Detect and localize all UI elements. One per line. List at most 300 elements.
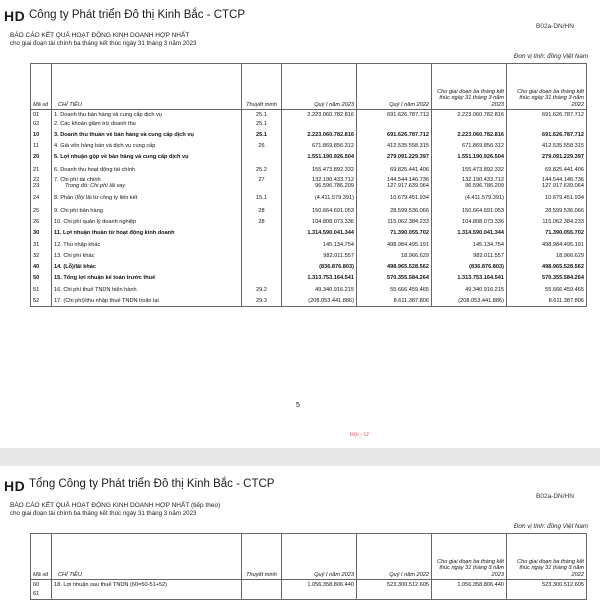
row-ytd-2022-value: 28.599.536.066	[545, 207, 584, 214]
row-ytd-2022	[507, 285, 587, 296]
row-label-value: 16. Chi phí thuế TNDN hiện hành	[54, 286, 137, 293]
row-note-value: 29.2	[256, 286, 267, 293]
row-q1-2023-value: (836.876.803)	[319, 263, 354, 270]
table-header-row	[31, 64, 587, 110]
row-code-value: 31	[33, 241, 40, 248]
row-label	[52, 251, 242, 262]
row-code-value: 60	[33, 581, 40, 588]
stamp-mark: Bội - Ơ	[350, 432, 370, 438]
row-ytd-2023	[432, 193, 507, 205]
row-note	[242, 193, 282, 205]
row-code	[31, 296, 52, 307]
report-title: BÁO CÁO KẾT QUẢ HOẠT ĐỘNG KINH DOANH HỢP NHẤT	[10, 32, 190, 39]
row-note	[242, 580, 282, 590]
row-code-value: 24	[33, 195, 40, 202]
row-code	[31, 273, 52, 285]
row-q1-2022	[357, 193, 432, 205]
row-label-value: 9. Chi phí bán hàng	[54, 207, 103, 214]
row-q1-2023	[282, 142, 357, 152]
row-q1-2023	[282, 164, 357, 177]
row-ytd-2022	[507, 120, 587, 130]
row-ytd-2023	[432, 262, 507, 273]
row-code-sub-value: 23	[33, 182, 40, 189]
row-ytd-2023	[432, 152, 507, 164]
report-page-2	[0, 466, 600, 600]
row-label-value: 17. (Chi phí)/thu nhập thuế TNDN hoãn lại	[54, 297, 159, 304]
row-q1-2023-value: 104.808.073.336	[312, 219, 354, 226]
table-row	[31, 273, 587, 285]
row-code-value: 22	[33, 176, 40, 183]
row-label	[52, 228, 242, 240]
row-q1-2022	[357, 580, 432, 590]
row-code	[31, 228, 52, 240]
row-ytd-2022	[507, 228, 587, 240]
page-separator	[0, 448, 600, 466]
table-row	[31, 110, 587, 120]
row-note	[242, 218, 282, 228]
row-q1-2022	[357, 152, 432, 164]
row-code-value: 25	[33, 207, 40, 214]
row-note-value: 15.1	[256, 195, 267, 202]
row-ytd-2022-value: 18.966.629	[556, 252, 584, 259]
row-q1-2022-value: 8.611.387.806	[393, 297, 429, 304]
row-note	[242, 130, 282, 142]
row-q1-2022	[357, 164, 432, 177]
row-ytd-2022-value: 691.626.787.712	[542, 111, 584, 118]
row-ytd-2022	[507, 177, 587, 193]
row-q1-2023-value: 1.313.753.164.541	[307, 275, 354, 282]
row-label	[52, 142, 242, 152]
row-ytd-2023-value: 1.551.190.926.504	[457, 154, 504, 161]
row-q1-2023-value: 1.056.358.806.440	[307, 581, 354, 588]
row-note-value: 27	[258, 176, 265, 183]
row-ytd-2023-value: (4.411.579.391)	[464, 195, 504, 202]
row-note	[242, 177, 282, 193]
table-row	[31, 240, 587, 251]
row-code-value: 61	[33, 591, 40, 598]
table-row	[31, 228, 587, 240]
row-q1-2023-value: 155.473.892.332	[312, 166, 354, 173]
row-ytd-2022	[507, 205, 587, 218]
row-label	[52, 110, 242, 120]
row-note	[242, 273, 282, 285]
row-code	[31, 240, 52, 251]
row-q1-2023-value: 1.551.190.926.504	[307, 154, 354, 161]
table-body	[31, 110, 587, 307]
row-ytd-2023	[432, 142, 507, 152]
table-row	[31, 205, 587, 218]
row-q1-2022	[357, 296, 432, 307]
row-label	[52, 205, 242, 218]
table-row	[31, 177, 587, 193]
header-item: CHỈ TIÊU	[52, 534, 242, 580]
income-statement-table-continued	[30, 533, 587, 600]
row-note	[242, 164, 282, 177]
row-note-value: 28	[258, 207, 265, 214]
row-label-value: 2. Các khoản giảm trừ doanh thu	[54, 121, 136, 128]
row-label	[52, 193, 242, 205]
row-code	[31, 285, 52, 296]
row-label	[52, 120, 242, 130]
row-q1-2023	[282, 590, 357, 600]
row-q1-2023-value: 132.190.433.712	[312, 176, 354, 183]
row-note-value: 28	[258, 219, 265, 226]
row-label	[52, 580, 242, 590]
row-code-value: 10	[33, 132, 40, 139]
row-code	[31, 120, 52, 130]
row-q1-2022	[357, 218, 432, 228]
row-label-value: 10. Chi phí quản lý doanh nghiệp	[54, 219, 137, 226]
row-ytd-2023-value: 132.190.433.712	[462, 176, 504, 183]
header-code: Mã số	[31, 534, 52, 580]
row-code-value: 11	[33, 143, 39, 150]
row-ytd-2022-value: 10.679.451.934	[545, 195, 584, 202]
row-ytd-2022	[507, 218, 587, 228]
header-ytd-2022: Cho giai đoạn ba tháng kết thúc ngày 31 tháng 3 năm 2022	[507, 534, 587, 580]
row-note-value: 26	[258, 143, 265, 150]
table-row	[31, 130, 587, 142]
row-ytd-2022	[507, 262, 587, 273]
row-label-value: 18. Lợi nhuận sau thuế TNDN (60=50-51+52)	[54, 581, 168, 588]
row-note	[242, 205, 282, 218]
row-q1-2022-value: 412.535.558.315	[387, 143, 429, 150]
page-number: 5	[296, 402, 300, 409]
row-ytd-2022	[507, 164, 587, 177]
row-ytd-2022-value: 69.825.441.406	[545, 166, 584, 173]
row-label	[52, 273, 242, 285]
table-row	[31, 590, 587, 600]
row-label	[52, 262, 242, 273]
row-q1-2023-value: (4.411.579.391)	[314, 195, 354, 202]
header-note: Thuyết minh	[242, 534, 282, 580]
row-ytd-2022	[507, 130, 587, 142]
row-q1-2022-value: 55.666.459.465	[390, 286, 429, 293]
row-q1-2023	[282, 205, 357, 218]
row-ytd-2023	[432, 296, 507, 307]
row-ytd-2023-value: 49.340.916.215	[465, 286, 504, 293]
table-row	[31, 218, 587, 228]
row-q1-2022	[357, 273, 432, 285]
row-q1-2023-value: (208.053.441.886)	[308, 297, 354, 304]
form-code: B02a-DN/HN	[536, 493, 574, 500]
row-ytd-2023-value: 150.664.691.053	[462, 207, 504, 214]
row-ytd-2023	[432, 240, 507, 251]
row-q1-2023-value: 982.011.557	[323, 252, 354, 259]
row-code	[31, 205, 52, 218]
row-ytd-2023	[432, 120, 507, 130]
table-row	[31, 262, 587, 273]
row-ytd-2022-value: 279.091.229.397	[542, 154, 584, 161]
row-ytd-2023	[432, 251, 507, 262]
row-ytd-2023-value: 671.869.856.312	[462, 143, 504, 150]
header-item: CHỈ TIÊU	[52, 64, 242, 110]
header-ytd-2022: Cho giai đoạn ba tháng kết thúc ngày 31 tháng 3 năm 2022	[507, 64, 587, 110]
row-note	[242, 296, 282, 307]
table-row	[31, 285, 587, 296]
row-code	[31, 218, 52, 228]
row-ytd-2023	[432, 273, 507, 285]
row-q1-2023	[282, 262, 357, 273]
row-label-value: 3. Doanh thu thuần về bán hàng và cung cấp dịch vụ	[54, 132, 194, 139]
row-q1-2023	[282, 580, 357, 590]
row-code-value: 21	[33, 166, 40, 173]
row-label	[52, 240, 242, 251]
report-period: cho giai đoạn tài chính ba tháng kết thúc ngày 31 tháng 3 năm 2023	[10, 40, 197, 47]
header-ytd-2023: Cho giai đoạn ba tháng kết thúc ngày 31 tháng 3 năm 2023	[432, 64, 507, 110]
row-code-value: 40	[33, 263, 40, 270]
row-code	[31, 251, 52, 262]
row-note	[242, 120, 282, 130]
currency-unit: Đơn vị tính: đồng Việt Nam	[513, 53, 588, 60]
row-label-value: 1. Doanh thu bán hàng và cung cấp dịch vụ	[54, 111, 162, 118]
header-ytd-2023: Cho giai đoạn ba tháng kết thúc ngày 31 tháng 3 năm 2023	[432, 534, 507, 580]
row-label	[52, 152, 242, 164]
row-q1-2023-value: 2.223.060.782.816	[307, 111, 354, 118]
row-q1-2022-value: 691.626.787.712	[387, 132, 429, 139]
row-code-value: 20	[33, 154, 40, 161]
table-row	[31, 296, 587, 307]
row-ytd-2023-value: 1.313.753.164.541	[457, 275, 504, 282]
row-note-value: 29.3	[256, 297, 267, 304]
table-row	[31, 152, 587, 164]
row-q1-2023-value: 150.664.691.053	[312, 207, 354, 214]
row-q1-2023-value: 2.223.060.782.816	[307, 132, 354, 139]
row-ytd-2022-value: 498.984.495.191	[542, 241, 584, 248]
row-q1-2023	[282, 240, 357, 251]
row-q1-2023	[282, 251, 357, 262]
row-q1-2022-value: 28.599.536.066	[390, 207, 429, 214]
table-row	[31, 193, 587, 205]
row-ytd-2022-value: 498.965.528.562	[542, 263, 584, 270]
company-logo: HD	[4, 8, 26, 24]
row-ytd-2022	[507, 273, 587, 285]
row-q1-2023	[282, 218, 357, 228]
row-ytd-2023-value: 155.473.892.332	[462, 166, 504, 173]
row-code	[31, 130, 52, 142]
row-label	[52, 130, 242, 142]
row-ytd-2023-value: 145.134.754	[472, 241, 504, 248]
row-q1-2022	[357, 130, 432, 142]
row-ytd-2023-value: 1.314.590.041.344	[457, 230, 504, 237]
row-q1-2023	[282, 296, 357, 307]
row-q1-2023	[282, 177, 357, 193]
income-statement-table	[30, 63, 587, 307]
row-q1-2022	[357, 228, 432, 240]
row-ytd-2023	[432, 164, 507, 177]
row-note-value: 25.2	[256, 166, 267, 173]
row-label-value: 12. Thu nhập khác	[54, 241, 101, 248]
row-code-value: 02	[33, 121, 40, 128]
row-ytd-2023-sub-value: 96.596.786.209	[465, 182, 504, 189]
row-q1-2022-value: 115.062.384.233	[387, 219, 429, 226]
row-ytd-2022	[507, 240, 587, 251]
row-ytd-2022-value: 55.666.459.465	[545, 286, 584, 293]
row-ytd-2022	[507, 193, 587, 205]
row-q1-2022-value: 279.091.229.397	[387, 154, 429, 161]
row-q1-2022	[357, 262, 432, 273]
row-ytd-2023-value: 982.011.557	[473, 252, 504, 259]
row-code-value: 01	[33, 111, 40, 118]
row-code	[31, 152, 52, 164]
row-q1-2022-value: 498.965.528.562	[387, 263, 429, 270]
row-q1-2023	[282, 228, 357, 240]
row-q1-2023	[282, 285, 357, 296]
row-q1-2023	[282, 110, 357, 120]
row-q1-2022-value: 570.355.584.264	[387, 275, 429, 282]
row-ytd-2022	[507, 296, 587, 307]
row-code-value: 51	[33, 286, 40, 293]
currency-unit: Đơn vị tính: đồng Việt Nam	[513, 523, 588, 530]
row-label	[52, 285, 242, 296]
row-note	[242, 590, 282, 600]
row-note	[242, 251, 282, 262]
row-q1-2022-value: 10.679.451.934	[390, 195, 429, 202]
row-note	[242, 228, 282, 240]
row-ytd-2023	[432, 218, 507, 228]
row-code	[31, 262, 52, 273]
row-ytd-2023	[432, 110, 507, 120]
row-q1-2022	[357, 205, 432, 218]
row-ytd-2023-value: 1.056.358.806.440	[457, 581, 504, 588]
row-note	[242, 240, 282, 251]
row-q1-2023-sub-value: 96.596.786.209	[315, 182, 354, 189]
row-note	[242, 262, 282, 273]
row-q1-2022	[357, 590, 432, 600]
row-ytd-2022-sub-value: 127.917.639.064	[542, 182, 584, 189]
row-code	[31, 177, 52, 193]
row-q1-2023	[282, 130, 357, 142]
header-q1-2023: Quý I năm 2023	[282, 534, 357, 580]
row-ytd-2022-value: 412.535.558.315	[542, 143, 584, 150]
row-q1-2023-value: 1.314.590.041.344	[307, 230, 354, 237]
row-ytd-2022-value: 144.544.146.736	[542, 176, 584, 183]
row-q1-2023-value: 49.340.916.215	[315, 286, 354, 293]
row-label-value: 14. (Lỗ)/lãi khác	[54, 263, 96, 270]
row-q1-2023	[282, 152, 357, 164]
row-label-value: 11. Lợi nhuận thuần từ hoạt động kinh doanh	[54, 230, 175, 237]
row-ytd-2023	[432, 205, 507, 218]
row-q1-2022-value: 18.966.629	[401, 252, 429, 259]
row-q1-2022	[357, 142, 432, 152]
row-q1-2023-value: 671.869.856.312	[312, 143, 354, 150]
report-period: cho giai đoạn tài chính ba tháng kết thúc ngày 31 tháng 3 năm 2023	[10, 510, 197, 517]
row-label-sub-value: Trong đó: Chi phí lãi vay	[65, 182, 126, 189]
table-row	[31, 580, 587, 590]
row-q1-2022	[357, 177, 432, 193]
row-q1-2022-sub-value: 127.917.639.064	[387, 182, 429, 189]
row-ytd-2022-value: 115.062.384.233	[542, 219, 584, 226]
row-ytd-2022-value: 523.300.512.605	[542, 581, 584, 588]
row-ytd-2023	[432, 130, 507, 142]
row-ytd-2023-value: 2.223.060.782.816	[457, 132, 504, 139]
row-ytd-2023	[432, 177, 507, 193]
row-label	[52, 218, 242, 228]
row-q1-2022-value: 498.984.495.191	[387, 241, 429, 248]
row-code-value: 26	[33, 219, 40, 226]
row-label-value: 15. Tổng lợi nhuận kế toán trước thuế	[54, 275, 156, 282]
row-label	[52, 590, 242, 600]
header-code: Mã số	[31, 64, 52, 110]
row-note	[242, 152, 282, 164]
header-note: Thuyết minh	[242, 64, 282, 110]
company-name: Công ty Phát triển Đô thị Kinh Bắc - CTCP	[29, 9, 246, 21]
row-note-value: 25.1	[256, 132, 267, 139]
row-label	[52, 296, 242, 307]
row-ytd-2023	[432, 580, 507, 590]
row-q1-2022	[357, 240, 432, 251]
row-q1-2023-value: 145.134.754	[322, 241, 354, 248]
row-ytd-2023-value: 2.223.060.782.816	[457, 111, 504, 118]
row-label-value: 7. Chi phí tài chính	[54, 176, 101, 183]
form-code: B02a-DN/HN	[536, 23, 574, 30]
row-q1-2022	[357, 110, 432, 120]
row-q1-2022-value: 144.544.146.736	[387, 176, 429, 183]
table-row	[31, 251, 587, 262]
row-ytd-2022-value: 8.611.387.806	[548, 297, 584, 304]
row-q1-2022-value: 523.300.512.605	[387, 581, 429, 588]
row-label-value: 6. Doanh thu hoạt động tài chính	[54, 166, 136, 173]
table-row	[31, 142, 587, 152]
row-code-value: 52	[33, 297, 40, 304]
row-code-value: 30	[33, 230, 40, 237]
row-code	[31, 142, 52, 152]
row-ytd-2022-value: 691.626.787.712	[542, 132, 584, 139]
row-label-value: 4. Giá vốn hàng bán và dịch vụ cung cấp	[54, 143, 156, 150]
row-ytd-2023-value: (208.053.441.886)	[458, 297, 504, 304]
row-ytd-2022	[507, 110, 587, 120]
row-q1-2023	[282, 120, 357, 130]
row-code	[31, 590, 52, 600]
row-code	[31, 164, 52, 177]
row-note-value: 25.1	[256, 111, 267, 118]
row-ytd-2022	[507, 590, 587, 600]
row-q1-2022	[357, 120, 432, 130]
row-ytd-2022-value: 71.390.055.702	[545, 230, 584, 237]
row-q1-2022-value: 69.825.441.406	[390, 166, 429, 173]
row-note	[242, 110, 282, 120]
row-ytd-2023	[432, 228, 507, 240]
row-q1-2022	[357, 251, 432, 262]
row-ytd-2022	[507, 251, 587, 262]
row-q1-2022-value: 71.390.055.702	[390, 230, 429, 237]
row-code-value: 50	[33, 275, 40, 282]
row-ytd-2022	[507, 142, 587, 152]
header-q1-2023: Quý I năm 2023	[282, 64, 357, 110]
row-note-value: 25.1	[256, 121, 267, 128]
header-q1-2022: Quý I năm 2022	[357, 64, 432, 110]
row-note	[242, 285, 282, 296]
row-q1-2023	[282, 273, 357, 285]
row-label-value: 8. Phần (lỗ)/ lãi từ công ty liên kết	[54, 195, 138, 202]
company-name: Tổng Công ty Phát triển Đô thị Kinh Bắc - CTCP	[29, 478, 275, 490]
row-q1-2022-value: 691.626.787.712	[387, 111, 429, 118]
row-q1-2023	[282, 193, 357, 205]
row-ytd-2023-value: (836.876.803)	[469, 263, 504, 270]
row-ytd-2022-value: 570.355.584.264	[542, 275, 584, 282]
row-label	[52, 164, 242, 177]
row-label	[52, 177, 242, 193]
table-row	[31, 164, 587, 177]
row-ytd-2022	[507, 152, 587, 164]
header-q1-2022: Quý I năm 2022	[357, 534, 432, 580]
row-ytd-2023	[432, 590, 507, 600]
row-code	[31, 110, 52, 120]
table-row	[31, 120, 587, 130]
row-code	[31, 193, 52, 205]
row-ytd-2023-value: 104.808.073.336	[462, 219, 504, 226]
row-label-value: 5. Lợi nhuận gộp về bán hàng và cung cấp dịch vụ	[54, 154, 189, 161]
table-body	[31, 580, 587, 600]
